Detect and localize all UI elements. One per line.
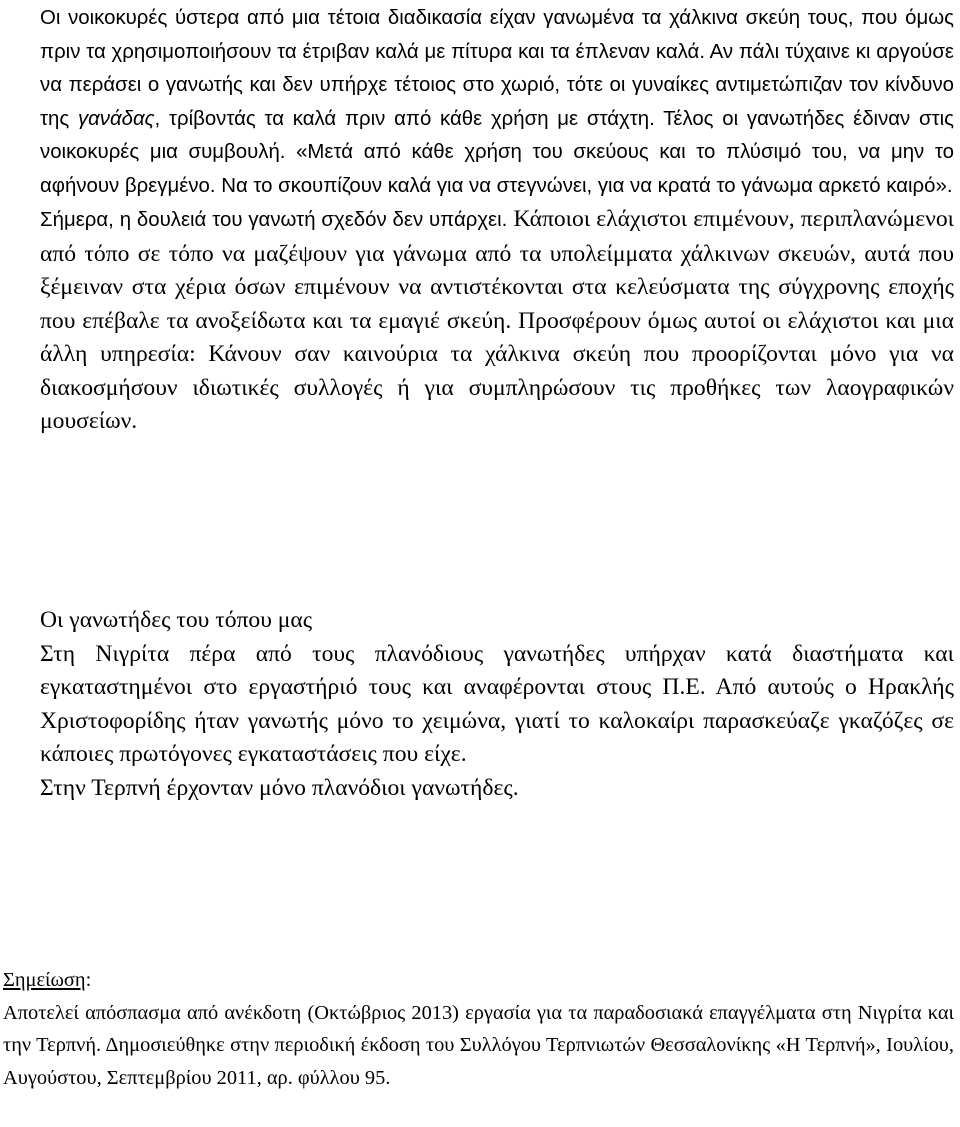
- paragraph-terpni: Στην Τερπνή έρχονταν μόνο πλανόδιοι γανωτήδες.: [40, 774, 519, 801]
- section-heading: Οι γανωτήδες του τόπου μας: [40, 607, 313, 633]
- paragraph-housewives: [40, 2, 954, 203]
- footnote-text: Αποτελεί απόσπασμα από ανέκδοτη (Οκτώβριος 2013) εργασία για τα παραδοσιακά επαγγέλματα στη Νιγρίτα και την Τερπνή. Δημοσιεύθηκε στην περιοδική έκδοση του Συλλόγου Τερπνιωτών Θεσσαλονίκης «Η Τερπνή», Ιουλίου, Αυγούστου, Σεπτεμβρίου 2011, αρ. φύλλου 95.: [3, 1001, 954, 1089]
- paragraph-today: [40, 203, 954, 439]
- footnote: [3, 964, 954, 1094]
- section-local-ganotides: [40, 604, 954, 806]
- paragraph-housewives-text-a: Οι νοικοκυρές ύστερα από μια τέτοια διαδικασία είχαν γανωμένα τα χάλκινα σκεύη τους, που όμως πριν τα χρησιμοποιήσουν τα έτριβαν καλά με πίτυρα και τα έπλεναν καλά. Αν πάλι τύχαινε κι αργούσε να περάσει ο γανωτής και δεν υπήρχε τέτοιος στο χωριό, τότε οι γυναίκες αντιμετώπιζαν τον κίνδυνο της: [40, 7, 954, 130]
- footnote-label: Σημείωση: [3, 969, 86, 991]
- section-ganotis-practices: [40, 2, 954, 439]
- paragraph-today-body: Κάποιοι ελάχιστοι επιμένουν, περιπλανώμενοι από τόπο σε τόπο να μαζέψουν για γάνωμα από τα υπολείμματα χάλκινων σκευών, αυτά που ξέμειναν στα χέρια όσων επιμένουν να αντιστέκονται στα κελεύσματα της σύγχρονης εποχής που επέβαλε τα ανοξείδωτα και τα εμαγιέ σκεύη. Προσφέρουν όμως αυτοί οι ελάχιστοι και μια άλλη υπηρεσία: Κάνουν σαν καινούρια τα χάλκινα σκεύη που προορίζονται μόνο για να διακοσμήσουν ιδιωτικές συλλογές ή για συμπληρώσουν τις προθήκες των λαογραφικών μουσείων.: [40, 206, 954, 435]
- footnote-label-line: [3, 964, 954, 997]
- paragraph-housewives-text-b: , τρίβοντάς τα καλά πριν από κάθε χρήση με στάχτη. Τέλος οι γανωτήδες έδιναν στις νοικοκυρές μια συμβουλή. «Μετά από κάθε χρήση του σκεύους και το πλύσιμό του, να μην το αφήνουν βρεγμένο. Να το σκουπίζουν καλά για να στεγνώνει, για να κρατά το γάνωμα αρκετό καιρό».: [40, 107, 954, 197]
- term-ganadas: γανάδας: [77, 107, 155, 130]
- footnote-colon: :: [85, 969, 92, 991]
- paragraph-today-lead: Σήμερα, η δουλειά του γανωτή σχεδόν δεν υπάρχει.: [40, 209, 508, 231]
- paragraph-nigrita: Στη Νιγρίτα πέρα από τους πλανόδιους γανωτήδες υπήρχαν κατά διαστήματα και εγκαταστημένοι στο εργαστήριό τους και αναφέρονται στους Π.Ε. Από αυτούς ο Ηρακλής Χριστοφορίδης ήταν γανωτής μόνο το χειμώνα, γιατί το καλοκαίρι παρασκεύαζε γκαζόζες σε κάποιες πρωτόγονες εγκαταστάσεις που είχε.: [40, 640, 954, 768]
